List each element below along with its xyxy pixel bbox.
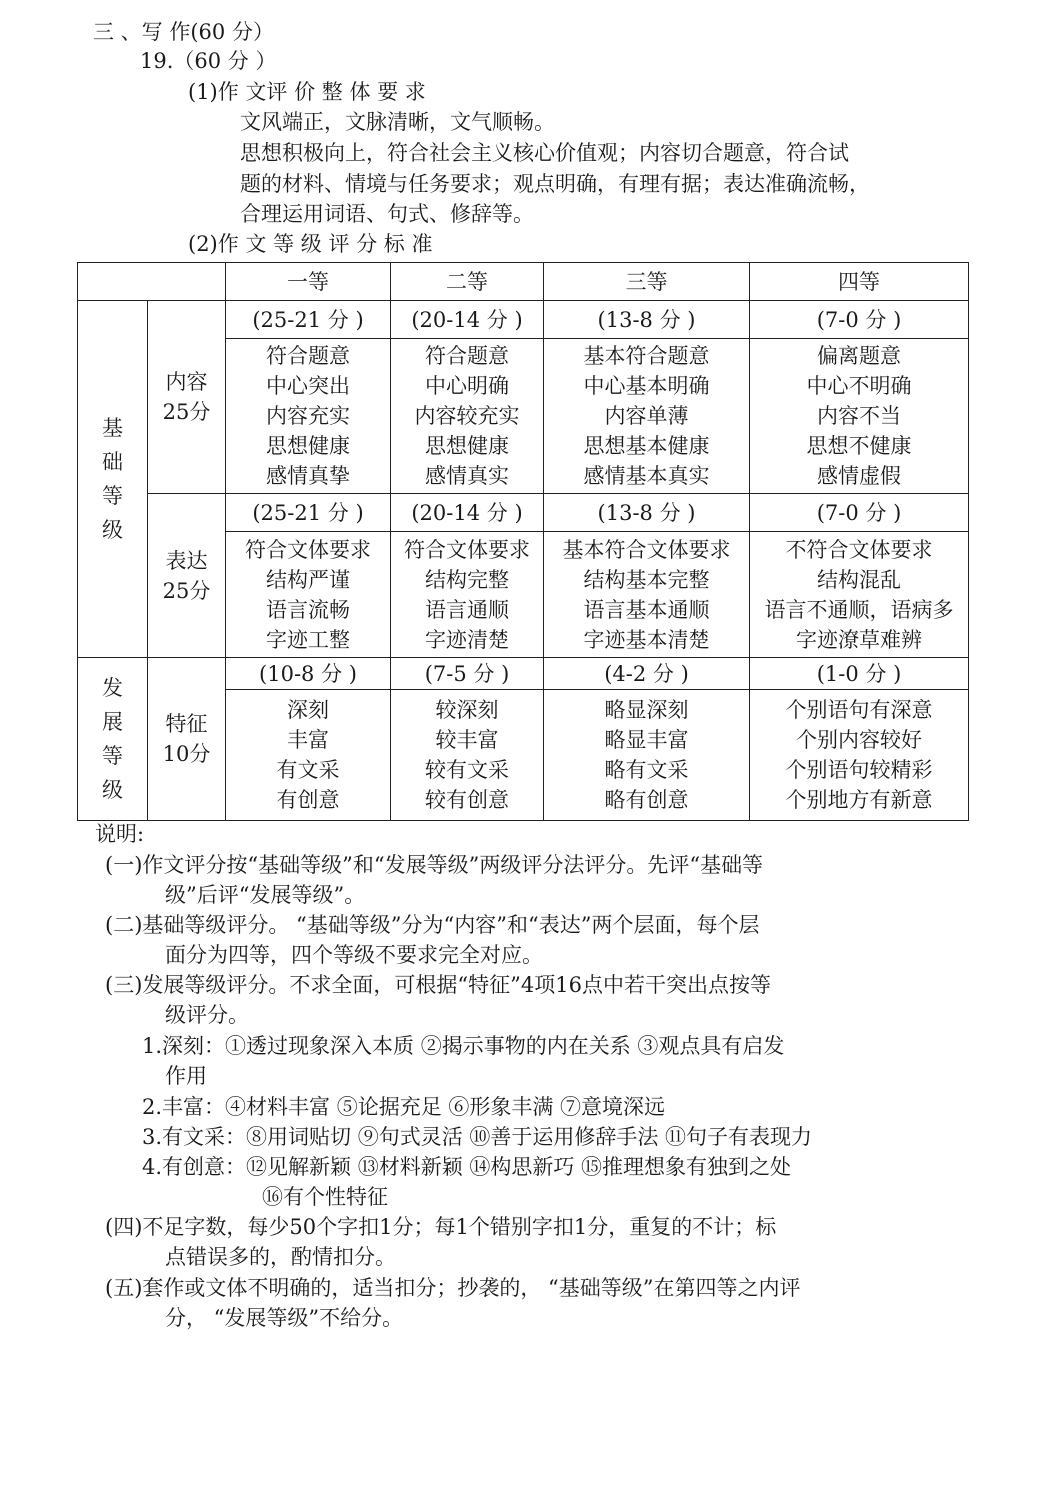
criterion: 略有创意	[604, 788, 689, 812]
criterion: 感情真实	[425, 464, 509, 488]
grade-header: 四等	[750, 263, 969, 301]
note-line: 点错误多的，酌情扣分。	[165, 1245, 396, 1269]
grade-header: 一等	[226, 263, 391, 301]
note-item: 作用	[165, 1064, 207, 1088]
score-range: (7-0 分 )	[750, 494, 969, 532]
feature-points: 10分	[162, 742, 211, 766]
score-range: (13-8 分 )	[544, 301, 750, 339]
criterion: 丰富	[287, 728, 329, 752]
criterion: 字迹工整	[266, 627, 350, 652]
criterion: 基本符合文体要求	[562, 537, 731, 562]
note-item: 1.深刻：①透过现象深入本质 ②揭示事物的内在关系 ③观点具有启发	[142, 1034, 785, 1058]
criterion: 感情基本真实	[583, 464, 710, 488]
criterion: 结构完整	[425, 567, 509, 592]
question-number: 19.（60 分 ）	[140, 49, 277, 73]
criterion: 有文采	[276, 758, 340, 782]
expression-category	[148, 494, 226, 658]
criterion: 较深刻	[435, 698, 499, 722]
note-line: (二)基础等级评分。 “基础等级”分为“内容”和“表达”两个层面，每个层	[105, 913, 760, 937]
notes-title: 说明:	[95, 822, 145, 846]
grade-header-row	[78, 263, 969, 301]
criterion: 语言通顺	[425, 597, 509, 622]
criteria-cell	[544, 339, 750, 494]
criterion: 语言基本通顺	[583, 597, 710, 622]
requirement-line: 题的材料、情境与任务要求；观点明确，有理有据；表达准确流畅，	[240, 172, 870, 196]
note-line: 分， “发展等级”不给分。	[165, 1306, 404, 1330]
score-range: (25-21 分 )	[226, 301, 391, 339]
criterion: 思想基本健康	[583, 434, 710, 458]
score-range: (10-8 分 )	[226, 658, 391, 690]
criteria-cell	[391, 690, 544, 821]
criteria-cell	[544, 690, 750, 821]
criteria-cell	[750, 532, 969, 658]
corner-cell	[78, 263, 226, 301]
criterion: 略有文采	[604, 758, 689, 782]
requirements-title: (1)作 文评 价 整 体 要 求	[188, 80, 426, 104]
section-title: 三 、写 作(60 分）	[93, 20, 274, 44]
requirement-line: 思想积极向上，符合社会主义核心价值观；内容切合题意，符合试	[240, 141, 849, 165]
criterion: 中心不明确	[806, 374, 912, 398]
criteria-cell	[226, 690, 391, 821]
score-range: (20-14 分 )	[391, 494, 544, 532]
dev-level-cell	[78, 658, 148, 821]
score-range: (7-0 分 )	[750, 301, 969, 339]
criteria-cell	[750, 339, 969, 494]
content-points: 25分	[162, 400, 211, 424]
criteria-cell	[391, 532, 544, 658]
score-range: (13-8 分 )	[544, 494, 750, 532]
content-label: 内容	[165, 370, 208, 394]
criterion: 个别语句有深意	[785, 698, 933, 722]
criteria-cell	[391, 339, 544, 494]
note-item: ⑯有个性特征	[262, 1185, 388, 1209]
criterion: 语言不通顺，语病多	[764, 597, 954, 622]
feature-label: 特征	[165, 712, 208, 736]
note-line: (五)套作或文体不明确的，适当扣分；抄袭的， “基础等级”在第四等之内评	[105, 1276, 801, 1300]
criterion: 结构严谨	[266, 567, 350, 592]
criteria-cell	[544, 532, 750, 658]
criterion: 较有创意	[425, 788, 509, 812]
criterion: 较有文采	[425, 758, 509, 782]
criterion: 字迹潦草难辨	[796, 627, 922, 652]
criterion: 个别地方有新意	[785, 788, 933, 812]
criterion: 内容充实	[266, 404, 350, 428]
note-line: (一)作文评分按“基础等级”和“发展等级”两级评分法评分。先评“基础等	[105, 853, 764, 877]
note-item: 4.有创意：⑫见解新颖 ⑬材料新颖 ⑭构思新巧 ⑮推理想象有独到之处	[142, 1155, 792, 1179]
criterion: 符合题意	[425, 344, 509, 368]
feature-score-row	[78, 658, 969, 690]
expression-label: 表达	[165, 548, 208, 573]
criteria-cell	[226, 339, 391, 494]
grade-header: 二等	[391, 263, 544, 301]
expression-score-row	[78, 494, 969, 532]
requirement-line: 合理运用词语、句式、修辞等。	[240, 202, 534, 226]
criterion: 略显深刻	[604, 698, 689, 722]
note-item: 3.有文采：⑧用词贴切 ⑨句式灵活 ⑩善于运用修辞手法 ⑪句子有表现力	[142, 1125, 813, 1149]
criterion: 深刻	[287, 698, 329, 722]
content-category	[148, 301, 226, 494]
score-range: (7-5 分 )	[391, 658, 544, 690]
note-item: 2.丰富：④材料丰富 ⑤论据充足 ⑥形象丰满 ⑦意境深远	[142, 1095, 666, 1119]
criterion: 字迹基本清楚	[583, 627, 710, 652]
content-score-row	[78, 301, 969, 339]
criteria-cell	[226, 532, 391, 658]
criterion: 中心基本明确	[583, 374, 710, 398]
feature-category	[148, 658, 226, 821]
criterion: 思想健康	[425, 434, 509, 458]
basic-level-cell	[78, 301, 148, 658]
requirement-line: 文风端正，文脉清晰，文气顺畅。	[240, 110, 555, 134]
note-line: 级”后评“发展等级”。	[165, 883, 366, 907]
criterion: 不符合文体要求	[785, 537, 933, 562]
criterion: 基本符合题意	[583, 344, 710, 368]
criterion: 个别内容较好	[796, 728, 922, 752]
note-line: (四)不足字数，每少50个字扣1分；每1个错别字扣1分，重复的不计；标	[105, 1215, 777, 1239]
note-line: 面分为四等，四个等级不要求完全对应。	[165, 943, 543, 967]
score-range: (20-14 分 )	[391, 301, 544, 339]
criterion: 中心突出	[266, 374, 350, 398]
note-line: 级评分。	[165, 1003, 249, 1027]
criterion: 思想健康	[266, 434, 350, 458]
criterion: 内容不当	[817, 404, 901, 428]
note-line: (三)发展等级评分。不求全面，可根据“特征”4项16点中若干突出点按等	[105, 973, 771, 997]
criterion: 中心明确	[425, 374, 509, 398]
criterion: 个别语句较精彩	[785, 758, 933, 782]
criteria-cell	[750, 690, 969, 821]
criterion: 结构混乱	[817, 567, 901, 592]
criterion: 符合题意	[266, 344, 350, 368]
criterion: 字迹清楚	[425, 627, 509, 652]
criterion: 内容单薄	[604, 404, 689, 428]
criterion: 思想不健康	[806, 434, 912, 458]
criterion: 有创意	[276, 788, 340, 812]
criterion: 感情虚假	[817, 464, 901, 488]
dev-level-label: 发展等级	[102, 676, 123, 802]
score-range: (1-0 分 )	[750, 658, 969, 690]
score-range: (25-21 分 )	[226, 494, 391, 532]
grade-header: 三等	[544, 263, 750, 301]
basic-level-label: 基础等级	[102, 416, 123, 542]
criterion: 感情真挚	[266, 464, 350, 488]
criterion: 略显丰富	[604, 728, 689, 752]
standards-title: (2)作 文 等 级 评 分 标 准	[188, 232, 433, 256]
criterion: 偏离题意	[817, 344, 901, 368]
criterion: 较丰富	[435, 728, 499, 752]
criterion: 内容较充实	[414, 404, 520, 428]
criterion: 符合文体要求	[245, 537, 371, 562]
criterion: 结构基本完整	[583, 567, 710, 592]
criterion: 符合文体要求	[404, 537, 530, 562]
criterion: 语言流畅	[266, 597, 350, 622]
grading-table	[77, 262, 969, 821]
expression-points: 25分	[162, 578, 211, 603]
score-range: (4-2 分 )	[544, 658, 750, 690]
